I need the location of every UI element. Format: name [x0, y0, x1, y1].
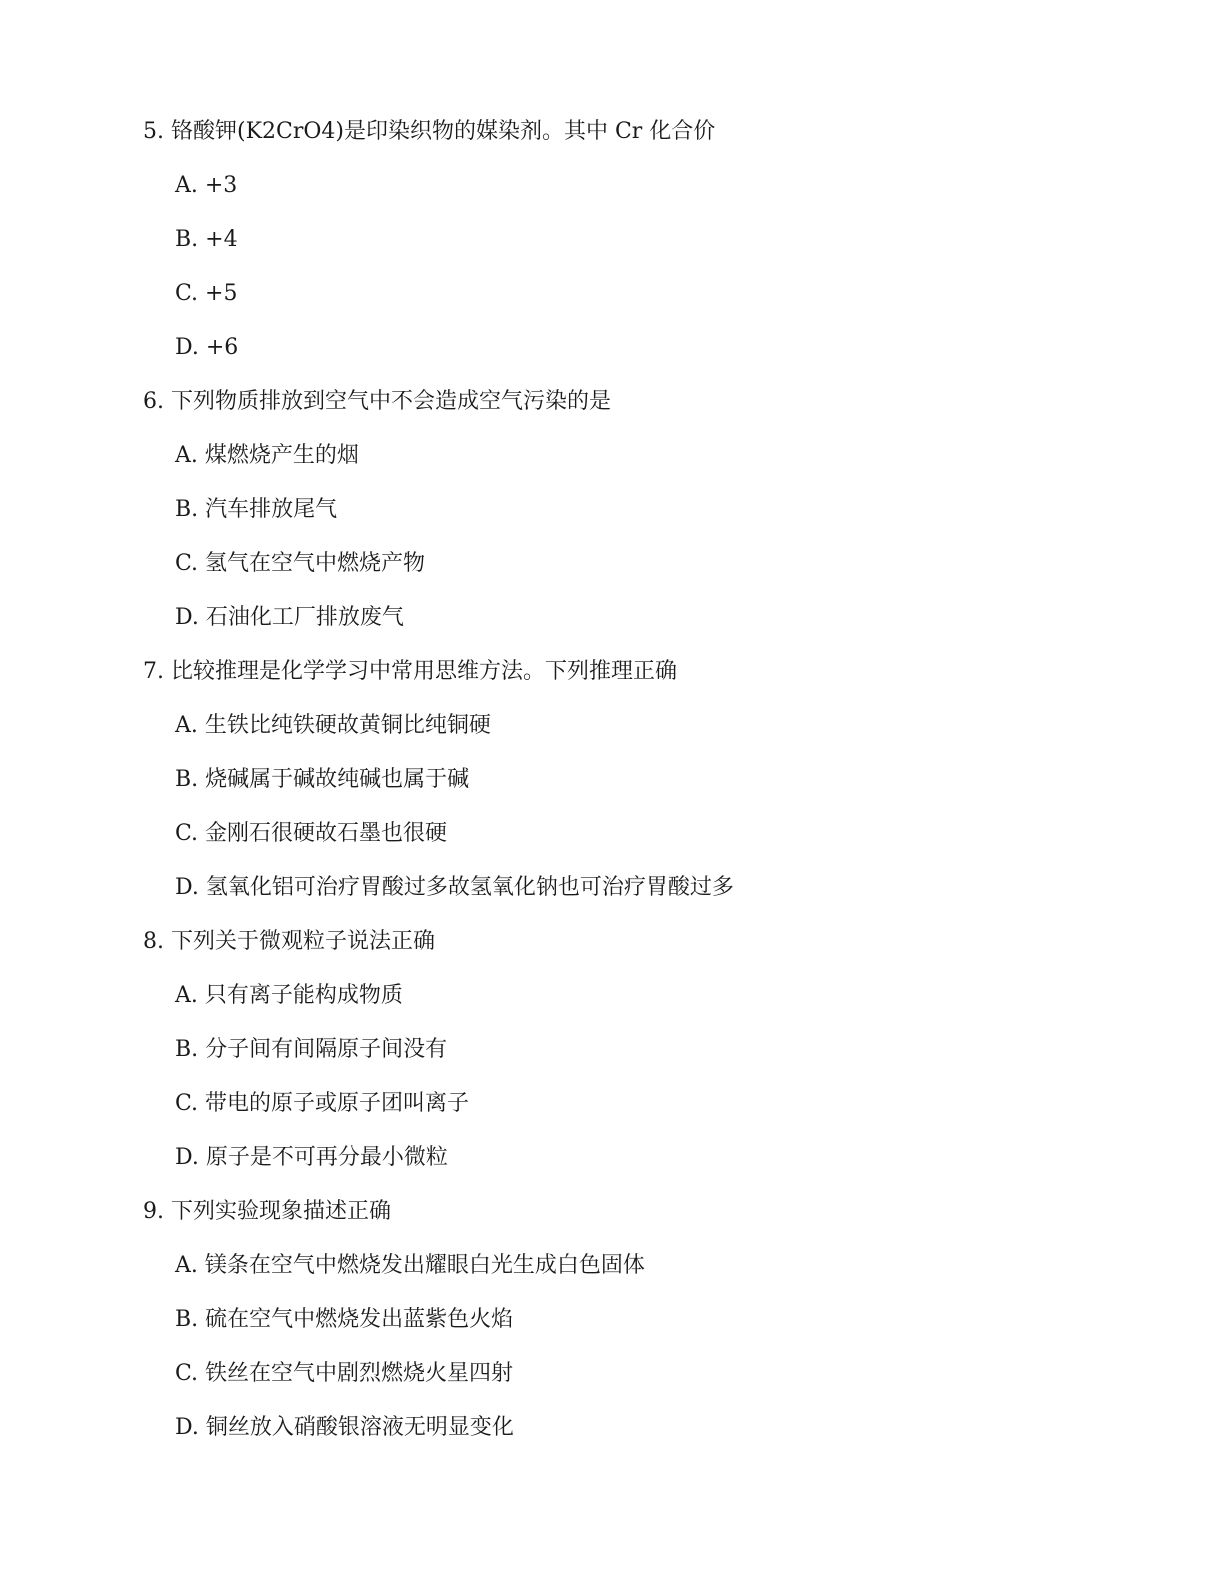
question-5: 5. 铬酸钾(K2CrO4)是印染织物的媒染剂。其中 Cr 化合价: [143, 119, 716, 144]
question-9-option-b: B. 硫在空气中燃烧发出蓝紫色火焰: [175, 1307, 514, 1332]
question-7-option-b: B. 烧碱属于碱故纯碱也属于碱: [175, 767, 470, 792]
question-9-option-d: D. 铜丝放入硝酸银溶液无明显变化: [175, 1415, 514, 1440]
question-9-option-a: A. 镁条在空气中燃烧发出耀眼白光生成白色固体: [175, 1253, 645, 1278]
question-6-option-b: B. 汽车排放尾气: [175, 497, 338, 522]
question-5-option-d: D. +6: [175, 335, 239, 360]
question-7-option-a: A. 生铁比纯铁硬故黄铜比纯铜硬: [175, 713, 491, 738]
question-5-option-a: A. +3: [175, 173, 238, 198]
question-8-option-c: C. 带电的原子或原子团叫离子: [175, 1091, 470, 1116]
question-6: 6. 下列物质排放到空气中不会造成空气污染的是: [143, 389, 611, 414]
question-8-option-d: D. 原子是不可再分最小微粒: [175, 1145, 448, 1170]
question-6-option-a: A. 煤燃烧产生的烟: [175, 443, 359, 468]
question-8-option-a: A. 只有离子能构成物质: [175, 983, 403, 1008]
question-8-option-b: B. 分子间有间隔原子间没有: [175, 1037, 448, 1062]
question-5-option-b: B. +4: [175, 227, 238, 252]
question-9-option-c: C. 铁丝在空气中剧烈燃烧火星四射: [175, 1361, 514, 1386]
question-7-option-d: D. 氢氧化铝可治疗胃酸过多故氢氧化钠也可治疗胃酸过多: [175, 875, 734, 900]
question-6-option-c: C. 氢气在空气中燃烧产物: [175, 551, 426, 576]
question-8: 8. 下列关于微观粒子说法正确: [143, 929, 435, 954]
question-7: 7. 比较推理是化学学习中常用思维方法。下列推理正确: [143, 659, 677, 684]
question-5-option-c: C. +5: [175, 281, 238, 306]
question-7-option-c: C. 金刚石很硬故石墨也很硬: [175, 821, 448, 846]
question-6-option-d: D. 石油化工厂排放废气: [175, 605, 404, 630]
question-9: 9. 下列实验现象描述正确: [143, 1199, 391, 1224]
